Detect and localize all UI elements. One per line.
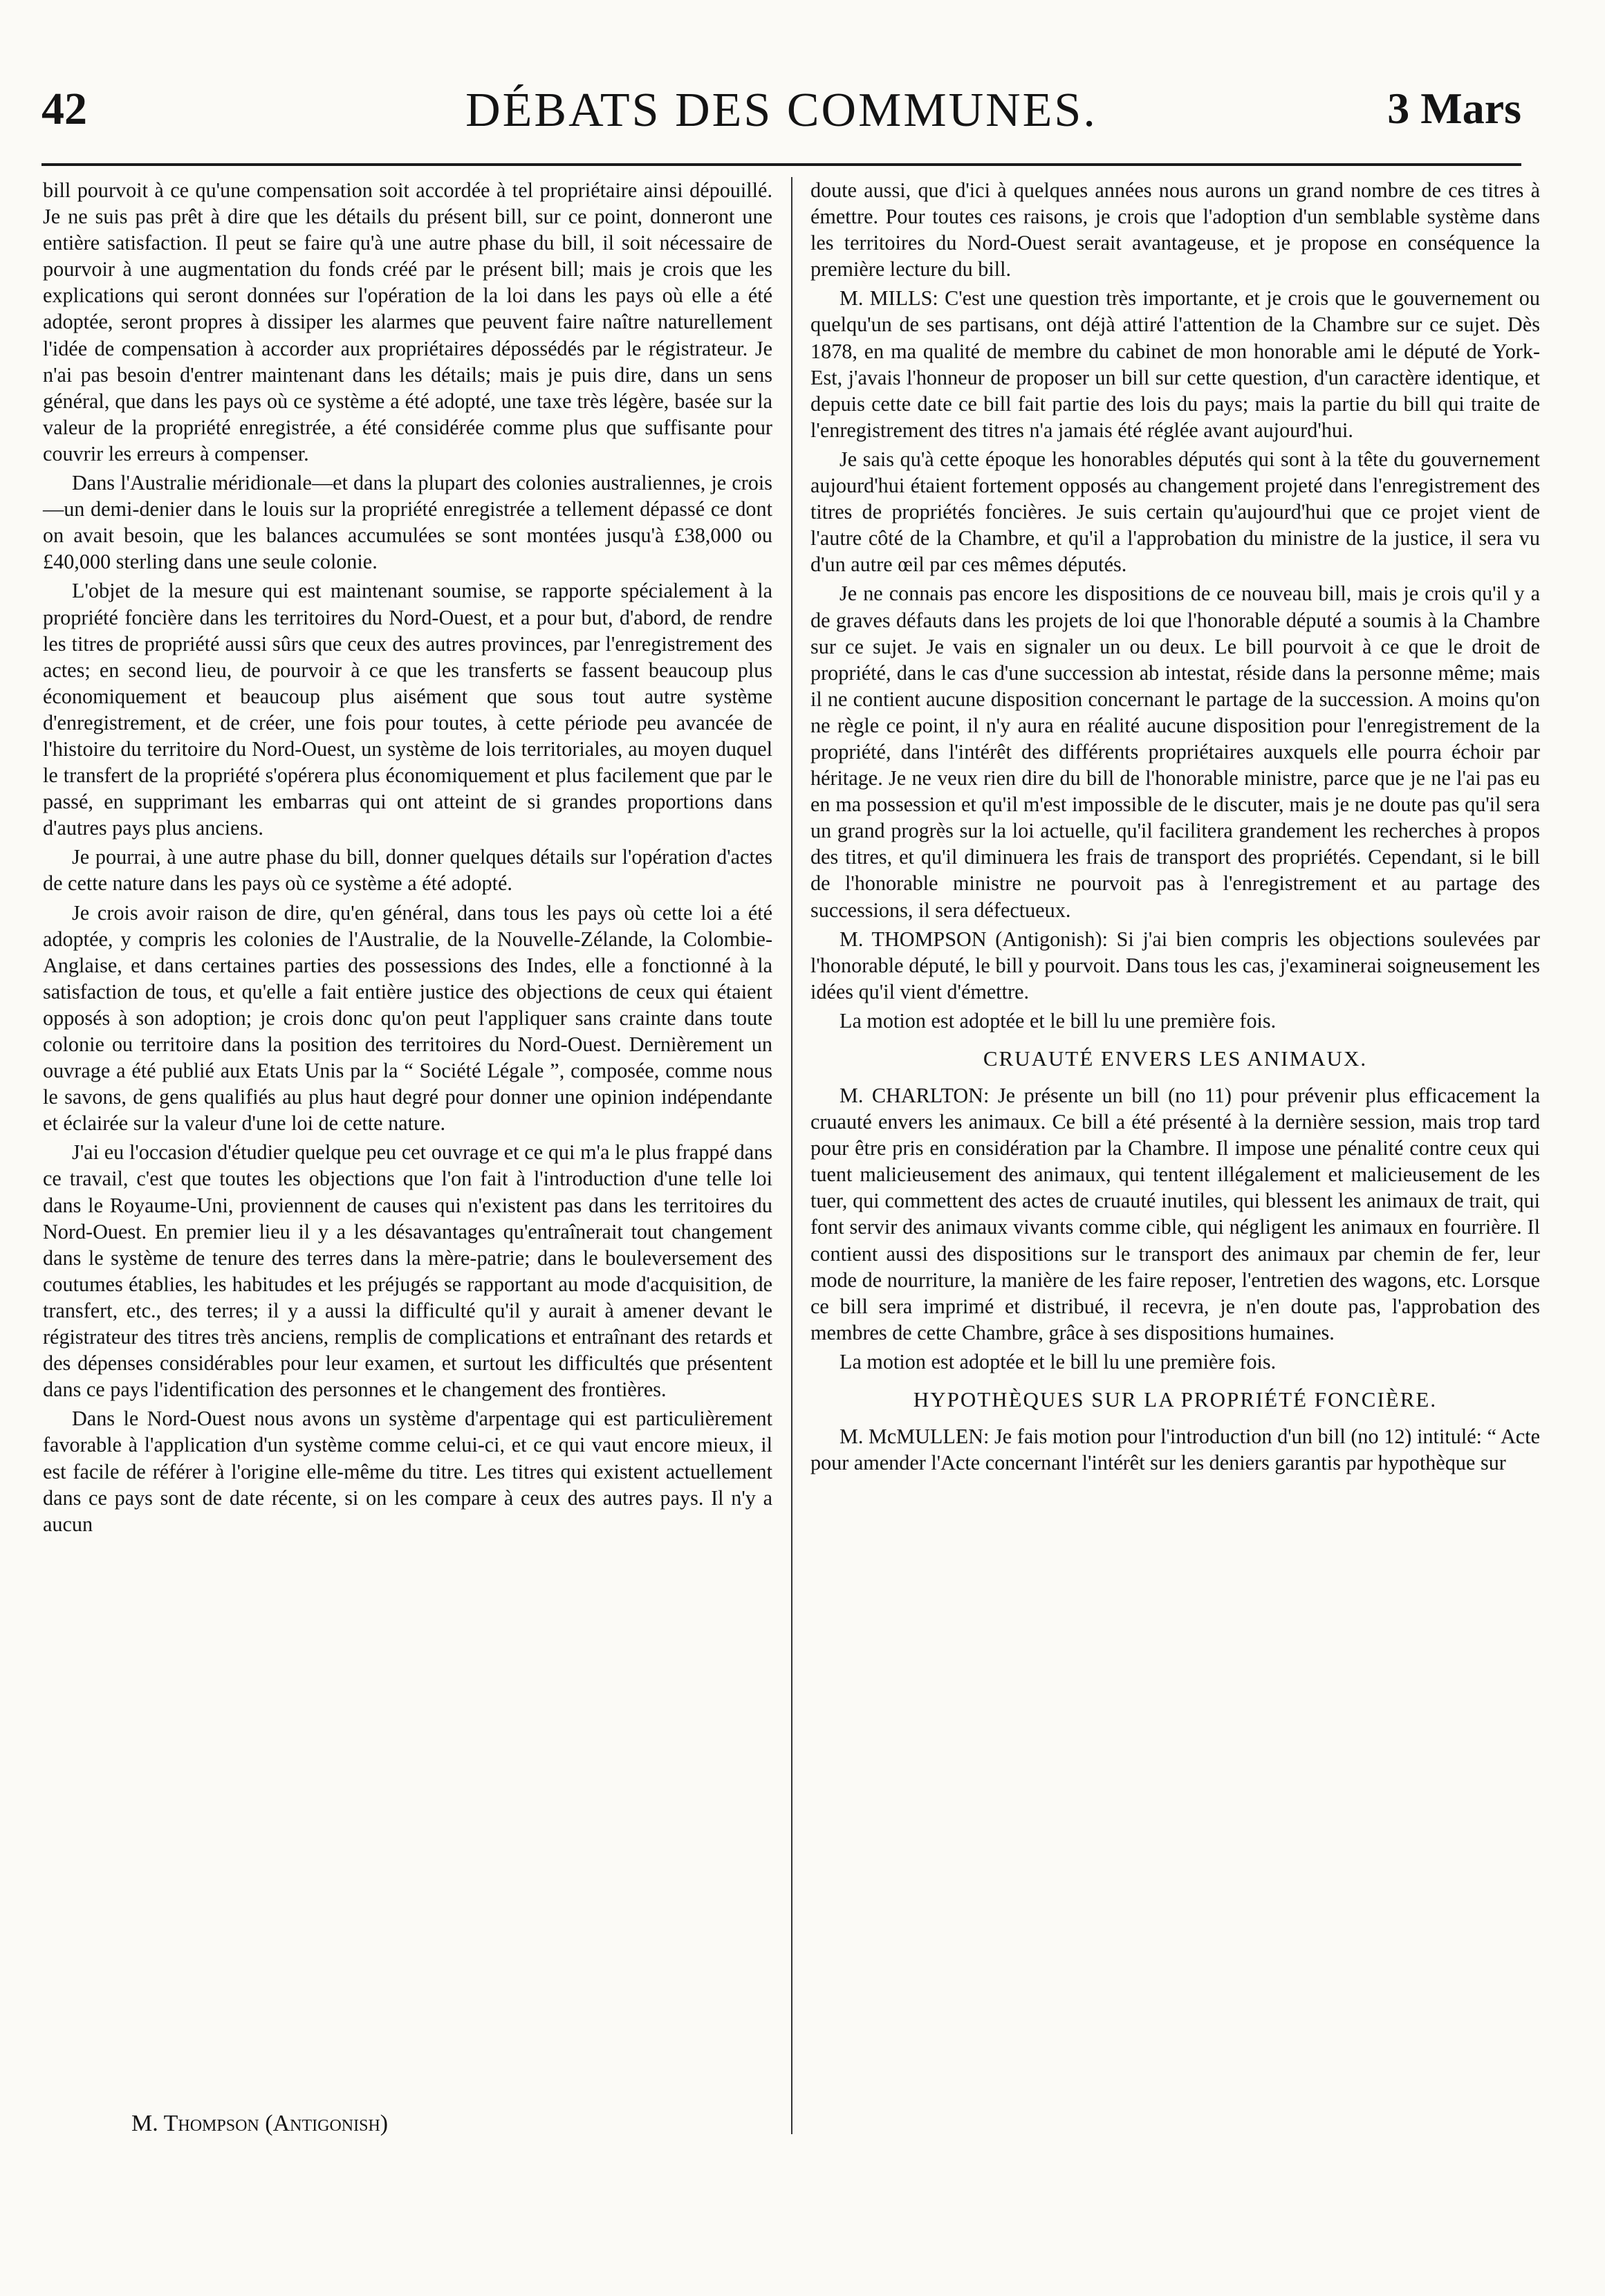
- speech-charlton: M. CHARLTON: Je présente un bill (no 11) pour prévenir plus efficacement la cruauté envers les animaux. Ce bill a été présenté à la dernière session, mais trop tard pour être pris en considération par la Chambre. Il impose une pénalité contre ceux qui tuent malicieusement des animaux, qui tentent illégalement et malicieusement de les tuer, qui commettent des actes de cruauté inutiles, qui blessent les animaux de trait, qui font servir des animaux vivants comme cible, qui négligent les animaux en fourrière. Il contient aussi des dispositions sur le transport des animaux par chemin de fer, leur mode de nourriture, la manière de les faire reposer, l'entretien des wagons, etc. Lorsque ce bill sera imprimé et distribué, il recevra, je n'en doute pas, l'approbation des membres de cette Chambre, grâce à ses dispositions humaines.: [810, 1084, 1540, 1344]
- paragraph: Dans l'Australie méridionale—et dans la plupart des colonies australiennes, je crois—un demi-denier dans le louis sur la propriété enregistrée a tellement dépassé ce dont on avait besoin, que les balances accumulées se sont montées jusqu'à £38,000 ou £40,000 sterling dans une seule colonie.: [43, 471, 772, 574]
- motion-adopted: La motion est adoptée et le bill lu une première fois.: [839, 1349, 1277, 1373]
- section-heading-cruaute: CRUAUTÉ ENVERS LES ANIMAUX.: [983, 1046, 1368, 1071]
- page-number: 42: [41, 84, 87, 134]
- speech-mcmullen: M. McMULLEN: Je fais motion pour l'introduction d'un bill (no 12) intitulé: “ Acte pour amender l'Acte concernant l'intérêt sur les deniers garantis par hypothèque sur: [810, 1425, 1540, 1475]
- left-column: [43, 177, 772, 2169]
- section-heading-hypotheques: HYPOTHÈQUES SUR LA PROPRIÉTÉ FONCIÈRE.: [913, 1387, 1438, 1412]
- paragraph: doute aussi, que d'ici à quelques années nous aurons un grand nombre de ces titres à émettre. Pour toutes ces raisons, je crois que l'adoption d'un semblable système dans les territoires du Nord-Ouest serait avantageuse, et je propose en conséquence la première lecture du bill.: [810, 178, 1540, 281]
- page-title: DÉBATS DES COMMUNES.: [465, 84, 1097, 137]
- paragraph: Dans le Nord-Ouest nous avons un système d'arpentage qui est particulièrement favorable à l'application d'un système comme celui-ci, et ce qui vaut encore mieux, il est facile de référer à l'origine elle-même du titre. Les titres qui existent actuellement dans ce pays sont de date récente, si on les compare à ceux des autres pays. Il n'y a aucun: [43, 1407, 772, 1536]
- paragraph: bill pourvoit à ce qu'une compensation soit accordée à tel propriétaire ainsi dépouillé. Je ne suis pas prêt à dire que les détails du présent bill, sur ce point, donneront une entière satisfaction. Il peut se faire qu'à une autre phase du bill, il soit nécessaire de pourvoir à une augmentation du fonds créé par le présent bill; mais je crois que les explications qui seront données sur l'opération de la loi dans les pays où elle a été adoptée, seront propres à dissiper les alarmes que peuvent faire naître naturellement l'idée de compensation à accorder aux propriétaires dépossédés par le régistrateur. Je n'ai pas besoin d'entrer maintenant dans les détails; mais je puis dire, dans un sens général, que dans les pays où ce système a été adopté, une taxe très légère, basée sur la valeur de la propriété enregistrée, a été considérée comme plus que suffisante pour couvrir les erreurs à compenser.: [43, 178, 772, 465]
- header-rule: [41, 163, 1521, 166]
- speech-thompson: M. THOMPSON (Antigonish): Si j'ai bien compris les objections soulevées par l'honorable député, le bill y pourvoit. Dans tous les cas, j'examinerai soigneusement les idées qu'il vient d'émettre.: [810, 927, 1540, 1003]
- page-date: 3 Mars: [1387, 84, 1521, 133]
- paragraph: J'ai eu l'occasion d'étudier quelque peu cet ouvrage et ce qui m'a le plus frappé dans ce travail, c'est que toutes les objections que l'on fait à l'introduction d'une telle loi dans le Royaume-Uni, proviennent de causes qui n'existent pas dans les territoires du Nord-Ouest. En premier lieu il y a les désavantages qu'entraînerait tout changement dans le système de tenure des terres dans la mère-patrie; dans le bouleversement des coutumes établies, les habitudes et les préjugés se rapportant au mode d'acquisition, de transfert, etc., des terres; il y a aussi la difficulté qu'il y aurait à amener devant le régistrateur des titres très anciens, remplis de complications et entraînant des retards et des dépenses considérables pour leur examen, et surtout les difficultés que présentent dans ce pays l'identification des personnes et le changement des frontières.: [43, 1140, 772, 1402]
- paragraph: L'objet de la mesure qui est maintenant soumise, se rapporte spécialement à la propriété foncière dans les territoires du Nord-Ouest, et a pour but, d'abord, de rendre les titres de propriété aussi sûrs que ceux des autres provinces, par l'enregistrement des actes; en second lieu, de pourvoir à ce que les transferts se fassent beaucoup plus économiquement et beaucoup plus aisément que sous tout autre système d'enregistrement, et de créer, une fois pour toutes, à cette période peu avancée de l'histoire du territoire du Nord-Ouest, un système de lois territoriales, au moyen duquel le transfert de la propriété s'opérera plus économiquement et plus facilement que par le passé, en supprimant les embarras qui ont atteint de si grandes proportions dans d'autres pays plus anciens.: [43, 579, 772, 840]
- motion-adopted: La motion est adoptée et le bill lu une première fois.: [839, 1008, 1277, 1033]
- paragraph: Je crois avoir raison de dire, qu'en général, dans tous les pays où cette loi a été adoptée, y compris les colonies de l'Australie, de la Nouvelle-Zélande, la Colombie-Anglaise, et dans certaines parties des possessions des Indes, elle a fonctionné à la satisfaction de tous, et qu'elle a fait entière justice des objections de ceux qui étaient opposés à son adoption; je crois donc qu'on peut l'appliquer sans crainte dans toute colonie ou territoire dans la position des territoires du Nord-Ouest. Dernièrement un ouvrage a été publié aux Etats Unis par la “ Société Légale ”, composée, comme nous le savons, de gens qualifiés au plus haut degré pour donner une opinion indépendante et éclairée sur la valeur d'une loi de cette nature.: [43, 900, 772, 1136]
- running-footer: M. Thompson (Antigonish): [131, 2111, 389, 2136]
- paragraph: Je ne connais pas encore les dispositions de ce nouveau bill, mais je crois qu'il y a de graves défauts dans les projets de loi que l'honorable député a soumis à la Chambre sur ce sujet. Je vais en signaler un ou deux. Le bill pourvoit à ce que le droit de propriété, dans le cas d'une succession ab intestat, réside dans la personne même; mais il ne contient aucune disposition concernant le partage de la succession. A moins qu'on ne règle ce point, il n'y aura en réalité aucune disposition pour l'enregistrement de la propriété, dans l'intérêt des différents propriétaires auxquels elle pourra échoir par héritage. Je ne veux rien dire du bill de l'honorable ministre, parce que je ne l'ai pas eu en ma possession et qu'il m'est impossible de le discuter, mais je ne doute pas qu'il sera un grand progrès sur la loi actuelle, qu'il facilitera grandement les recherches à propos des titres, et qu'il diminuera les frais de transport des propriétés. Cependant, si le bill de l'honorable ministre ne pourvoit pas à l'enregistrement et au partage des successions, il sera défectueux.: [810, 582, 1540, 922]
- column-divider: [791, 177, 792, 2134]
- paragraph: Je sais qu'à cette époque les honorables députés qui sont à la tête du gouvernement aujourd'hui étaient fortement opposés au changement projeté dans l'enregistrement des titres de propriétés foncières. Je suis certain qu'aujourd'hui que ce projet vient de l'autre côté de la Chambre, et qu'il a l'approbation du ministre de la justice, il sera vu d'un autre œil par ces mêmes députés.: [810, 447, 1540, 577]
- right-column: [810, 177, 1540, 2169]
- speech-mills: M. MILLS: C'est une question très importante, et je crois que le gouvernement ou quelqu'un de ses partisans, ont déjà attiré l'attention de la Chambre sur ce sujet. Dès 1878, en ma qualité de membre du cabinet de mon honorable ami le député de York-Est, j'avais l'honneur de proposer un bill sur cette question, d'un caractère identique, et depuis cette date ce bill fait partie des lois du pays; mais la partie du bill qui traite de l'enregistrement des titres n'a jamais été réglée avant aujourd'hui.: [810, 286, 1540, 442]
- page-header: [41, 83, 1521, 152]
- paragraph: Je pourrai, à une autre phase du bill, donner quelques détails sur l'opération d'actes de cette nature dans les pays où ce système a été adopté.: [43, 845, 772, 896]
